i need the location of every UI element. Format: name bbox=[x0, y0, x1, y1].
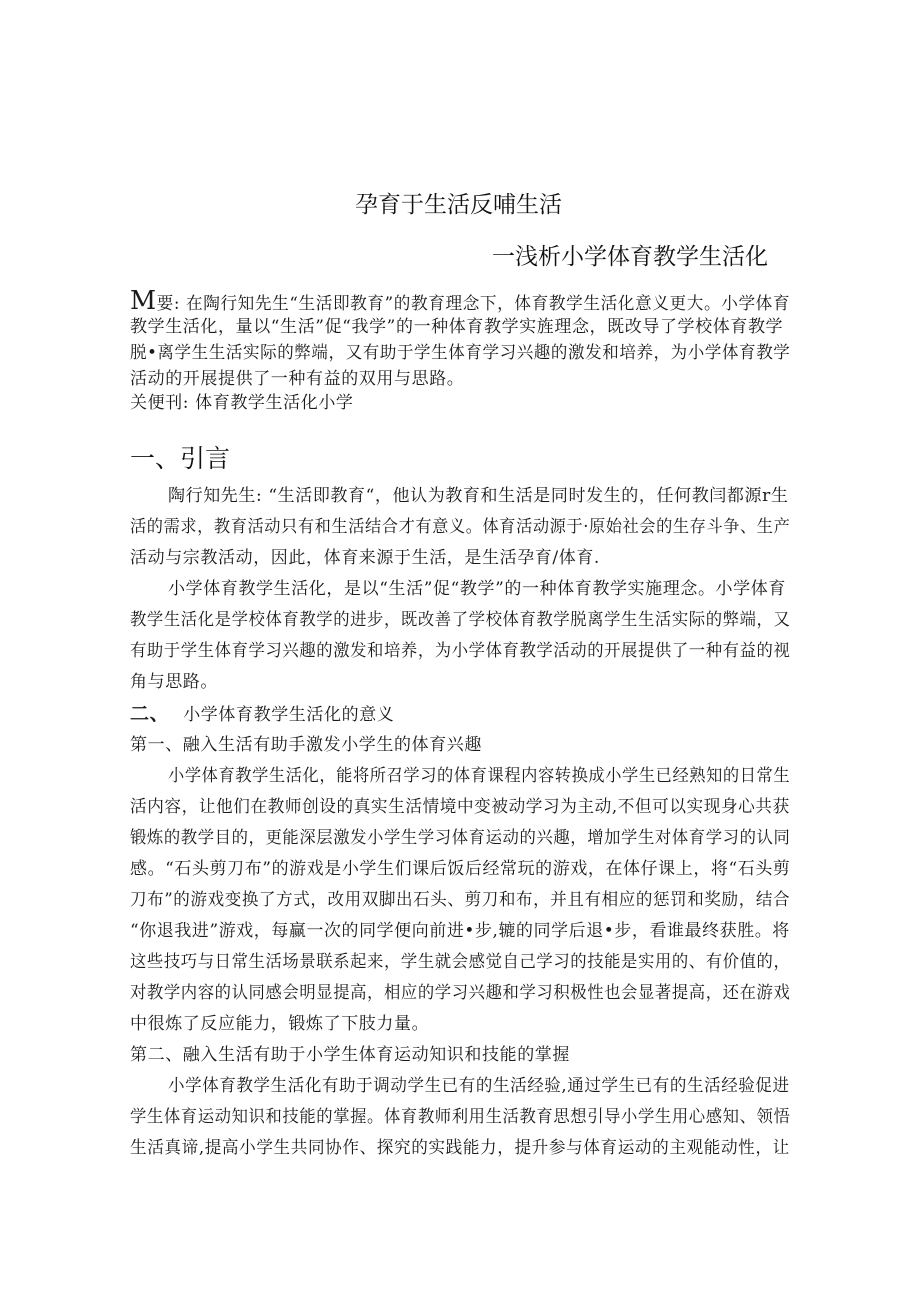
section-1-line: 角与思路。 bbox=[130, 672, 218, 692]
keywords: 关便刊: 体育教学生活化小学 bbox=[130, 393, 354, 413]
point-1-line: 中很炼了反应能力，锻炼了下肢力量。 bbox=[130, 1014, 430, 1034]
point-1-line: 刀布”的游戏变换了方式，改用双脚出石头、剪刀和布，并且有相应的惩罚和奖励，结合 bbox=[130, 890, 791, 910]
section-1-heading: 一、引言 bbox=[130, 444, 231, 473]
point-1-line: 小学体育教学生活化，能将所召学习的体育课程内容转换成小学生已经熟知的日常生 bbox=[168, 766, 791, 786]
section-1-line: 陶行知先生: “生活即教育“，他认为教育和生活是同时发生的，任何教闫都源r生 bbox=[168, 486, 789, 506]
point-1-line: “你退我进”游戏，每赢一次的同学便向前进•步,辘的同学后退•步，看谁最终获胜。将 bbox=[130, 921, 790, 941]
abstract-line-3: 脱•离学生生活实际的弊端，又有助于学生体育学习兴趣的激发和培养，为小学体育教学 bbox=[130, 343, 791, 363]
point-1-line: 这些技巧与日常生活场景联系起来，学生就会感觉自己学习的技能是实用的、有价值的， bbox=[130, 952, 791, 972]
point-1-line: 对教学内容的认同感会明显提高，相应的学习兴趣和学习积极性也会显著提高，还在游戏 bbox=[130, 983, 791, 1003]
point-1-line: 活内容，让他们在教师创设的真实生活情境中变被动学习为主动,不但可以实现身心共获 bbox=[130, 797, 790, 817]
point-1-line: 感。“石头剪刀布”的游戏是小学生们课后饭后经常玩的游戏，在体仔课上，将“石头剪 bbox=[130, 859, 791, 879]
abstract-line-4: 活动的开展提供了一种有益的双用与思路。 bbox=[130, 369, 465, 389]
abstract-line-1-text: 要: 在陶行知先生“生活即教育”的教育理念下，体育教学生活化意义更大。小学体育 bbox=[156, 294, 791, 314]
section-1-line: 教学生活化是学校体育教学的进步，既改善了学校体育教学脱离学生生活实际的弊端，又 bbox=[130, 610, 791, 630]
doc-title: 孕育于生活反哺生活 bbox=[355, 192, 562, 218]
section-1-line: 活的需求，教育活动只有和生活结合才有意义。体育活动源于·原始社会的生存斗争、生产 bbox=[130, 517, 791, 537]
section-2-mark: 二、 bbox=[130, 703, 170, 725]
point-2-line: 小学体育教学生活化有助于调动学生已有的生活经验,通过学生已有的生活经验促进 bbox=[168, 1076, 790, 1096]
doc-subtitle: 一浅析小学体育教学生活化 bbox=[492, 244, 768, 270]
abstract-line-1 bbox=[130, 286, 791, 316]
point-1-line: 锻炼的教学目的，更能深层激发小学生学习体育运动的兴趣，增加学生对体育学习的认同 bbox=[130, 828, 791, 848]
section-2-heading-text: 小学体育教学生活化的意义 bbox=[183, 705, 395, 725]
section-1-line: 小学体育教学生活化，是以“生活”促“教学”的一种体育教学实施理念。小学体育 bbox=[168, 579, 786, 599]
point-2-heading: 第二、融入生活有助于小学生体育运动知识和技能的掌握 bbox=[130, 1045, 570, 1065]
abstract-mark: M bbox=[130, 286, 157, 316]
point-2-line: 学生体育运动知识和技能的掌握。体育教师利用生活教育思想引导小学生用心感知、领悟 bbox=[130, 1107, 791, 1127]
section-2-heading bbox=[130, 703, 394, 726]
point-1-heading: 第一、融入生活有助手激发小学生的体育兴趣 bbox=[130, 735, 482, 755]
section-1-line: 有助于学生体育学习兴趣的激发和培养，为小学体育教学活动的开展提供了一种有益的视 bbox=[130, 641, 791, 661]
point-2-line: 生活真谛,提高小学生共同协作、探究的实践能力，提升参与体育运动的主观能动性，让 bbox=[130, 1138, 790, 1158]
abstract-line-2: 教学生活化，量以“生活”促“我学”的一种体育教学实旌理念，既改导了学校体育教学 bbox=[130, 317, 784, 337]
section-1-line: 活动与宗教活动，因此，体育来源于生活，是生活孕育/体育. bbox=[130, 548, 600, 568]
